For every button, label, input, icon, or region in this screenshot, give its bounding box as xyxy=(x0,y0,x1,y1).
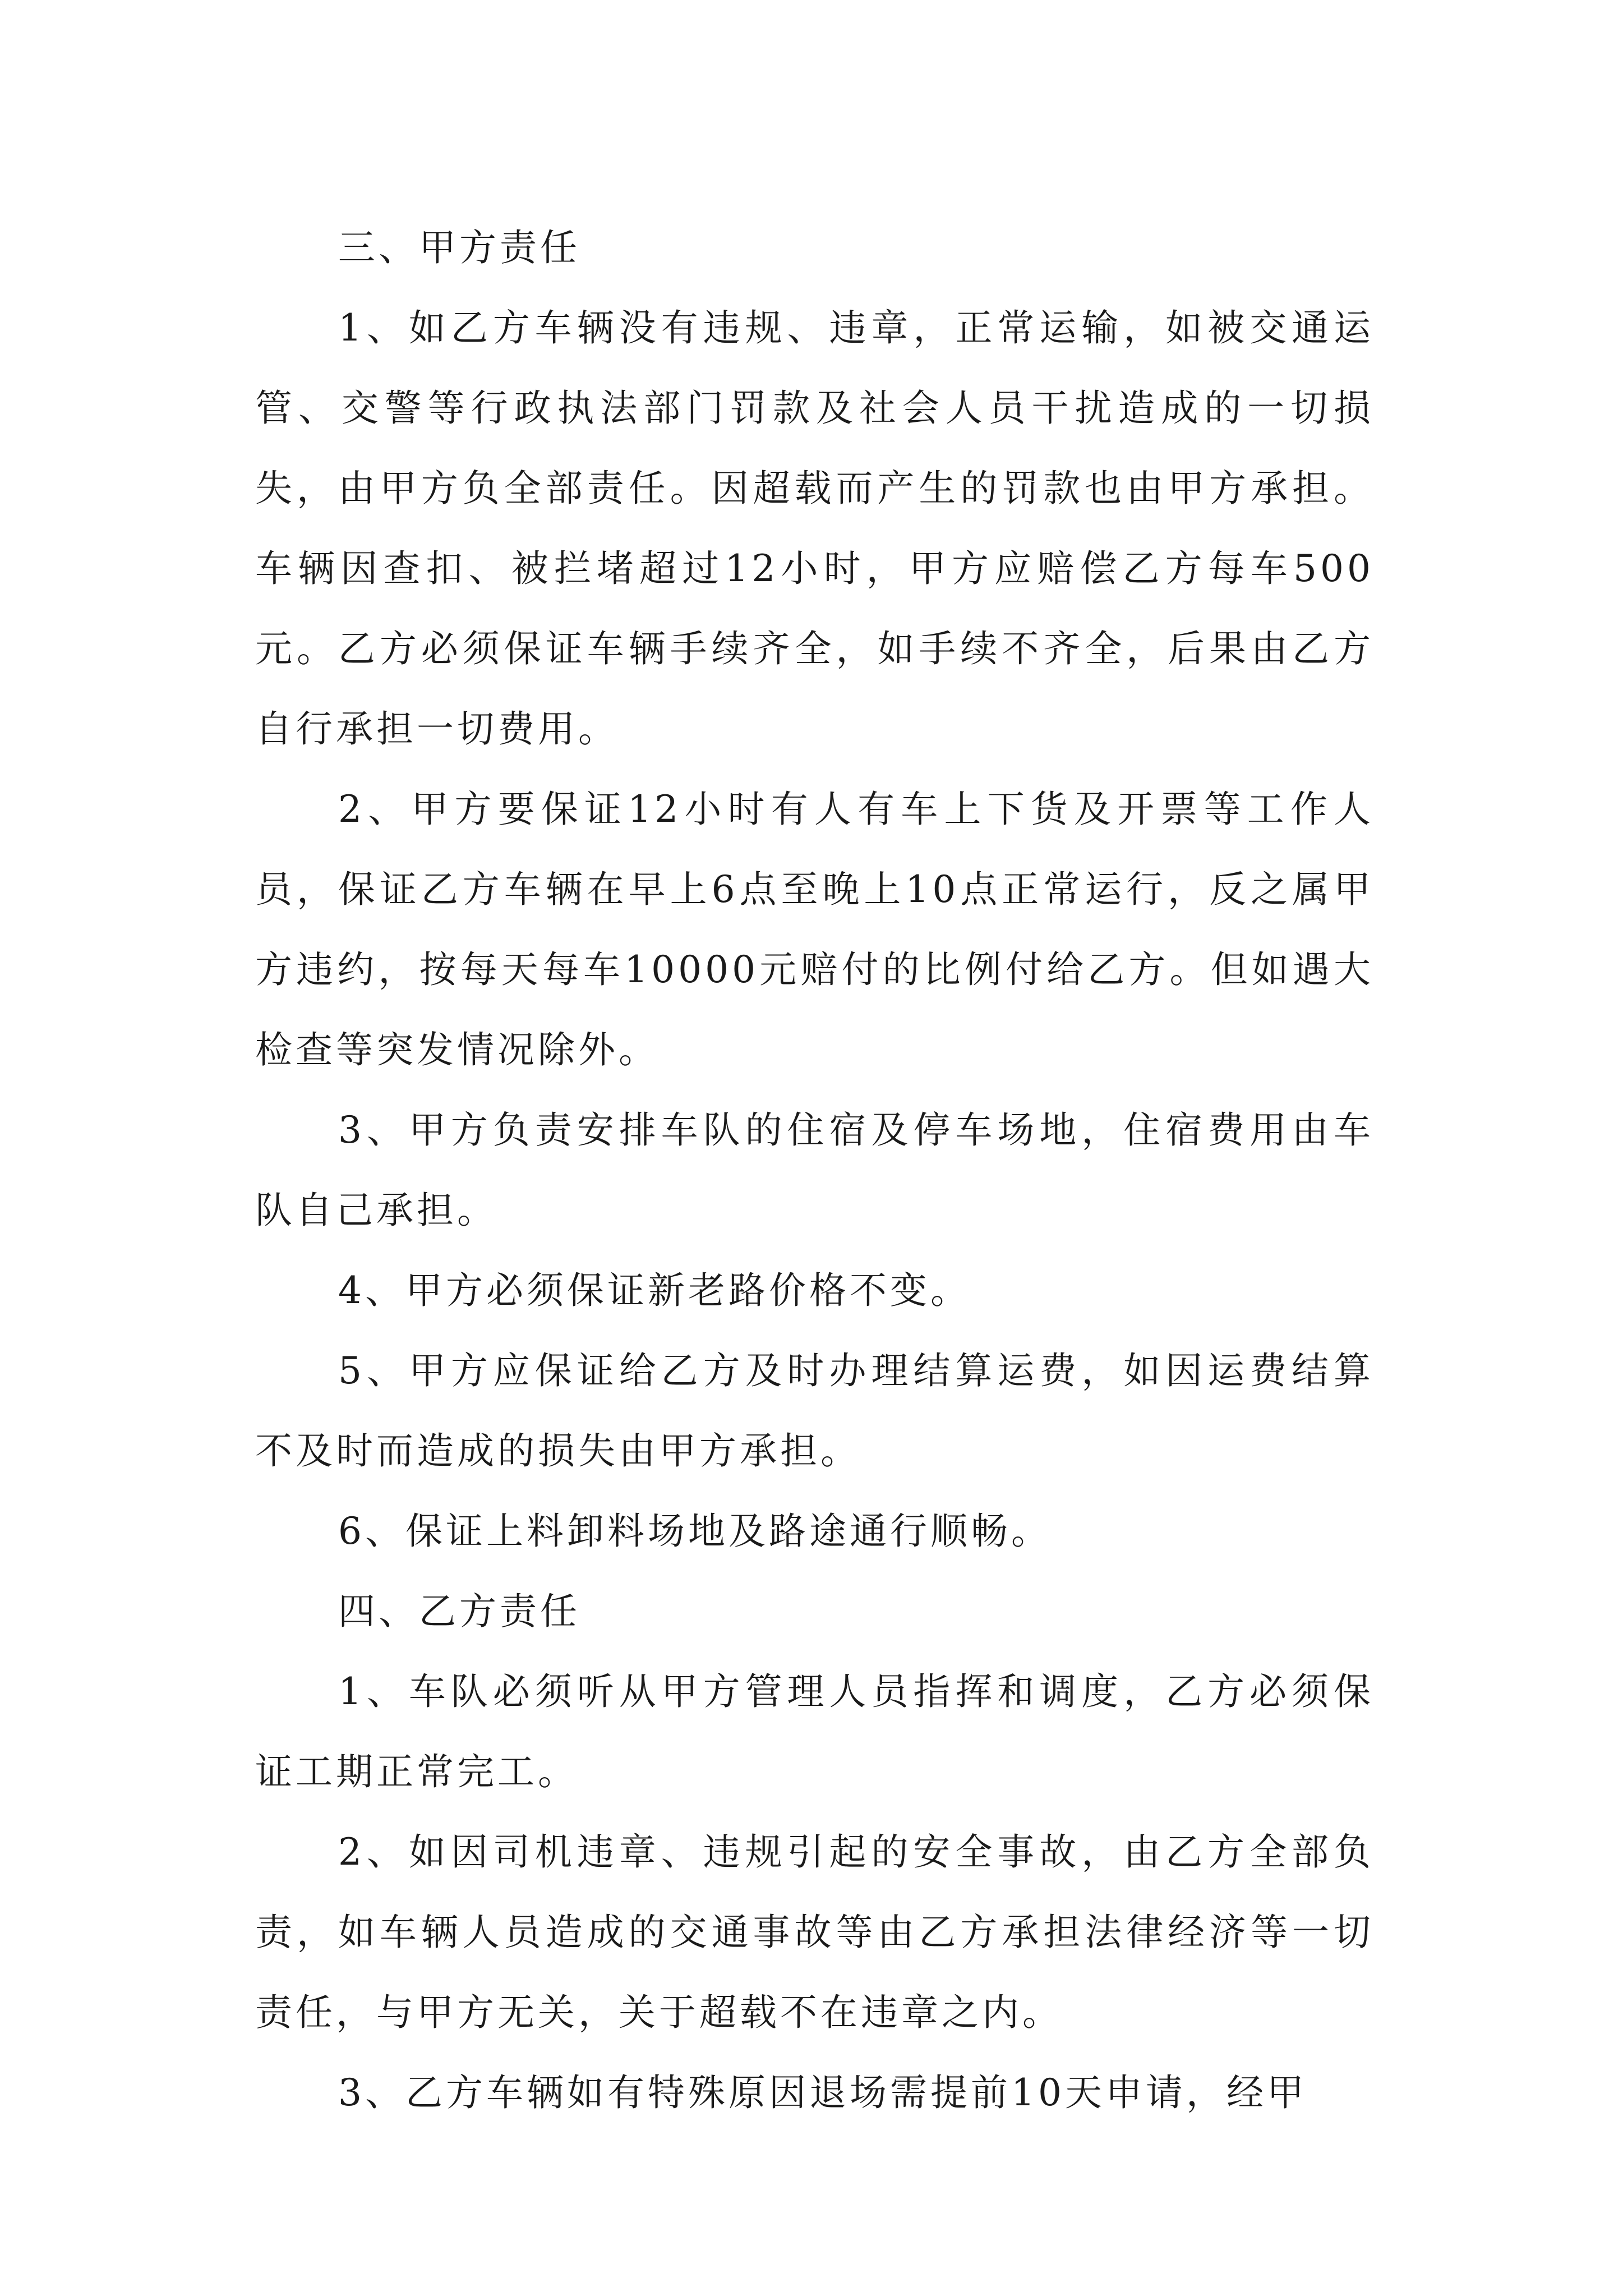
clause-a2-staffing-hours: 2、甲方要保证12小时有人有车上下货及开票等工作人员，保证乙方车辆在早上6点至晚上10点正常运行，反之属甲方违约，按每天每车10000元赔付的比例付给乙方。但如遇大检查等突发情况除外。 xyxy=(255,788,1374,1071)
clause-b1-dispatch: 1、车队必须听从甲方管理人员指挥和调度，乙方必须保证工期正常完工。 xyxy=(255,1670,1374,1793)
section-heading-party-a-responsibilities: 三、甲方责任 xyxy=(338,226,580,269)
clause-a5-freight-settlement: 5、甲方应保证给乙方及时办理结算运费，如因运费结算不及时而造成的损失由甲方承担。 xyxy=(255,1349,1374,1473)
clause-a3-accommodation: 3、甲方负责安排车队的住宿及停车场地，住宿费用由车队自己承担。 xyxy=(255,1108,1374,1232)
section-heading-party-b-responsibilities: 四、乙方责任 xyxy=(338,1590,580,1633)
clause-b2-safety-liability: 2、如因司机违章、违规引起的安全事故，由乙方全部负责，如车辆人员造成的交通事故等由乙方承担法律经济等一切责任，与甲方无关，关于超载不在违章之内。 xyxy=(255,1830,1374,2034)
clause-a4-route-price: 4、甲方必须保证新老路价格不变。 xyxy=(338,1269,971,1312)
clause-b3-exit-notice: 3、乙方车辆如有特殊原因退场需提前10天申请，经甲 xyxy=(338,2071,1307,2114)
clause-a6-site-access: 6、保证上料卸料场地及路途通行顺畅。 xyxy=(338,1510,1052,1553)
clause-a1-traffic-fines: 1、如乙方车辆没有违规、违章，正常运输，如被交通运管、交警等行政执法部门罚款及社会人员干扰造成的一切损失，由甲方负全部责任。因超载而产生的罚款也由甲方承担。车辆因查扣、被拦堵超过12小时，甲方应赔偿乙方每车500元。乙方必须保证车辆手续齐全，如手续不齐全，后果由乙方自行承担一切费用。 xyxy=(255,306,1374,751)
document-body xyxy=(255,208,1374,2133)
